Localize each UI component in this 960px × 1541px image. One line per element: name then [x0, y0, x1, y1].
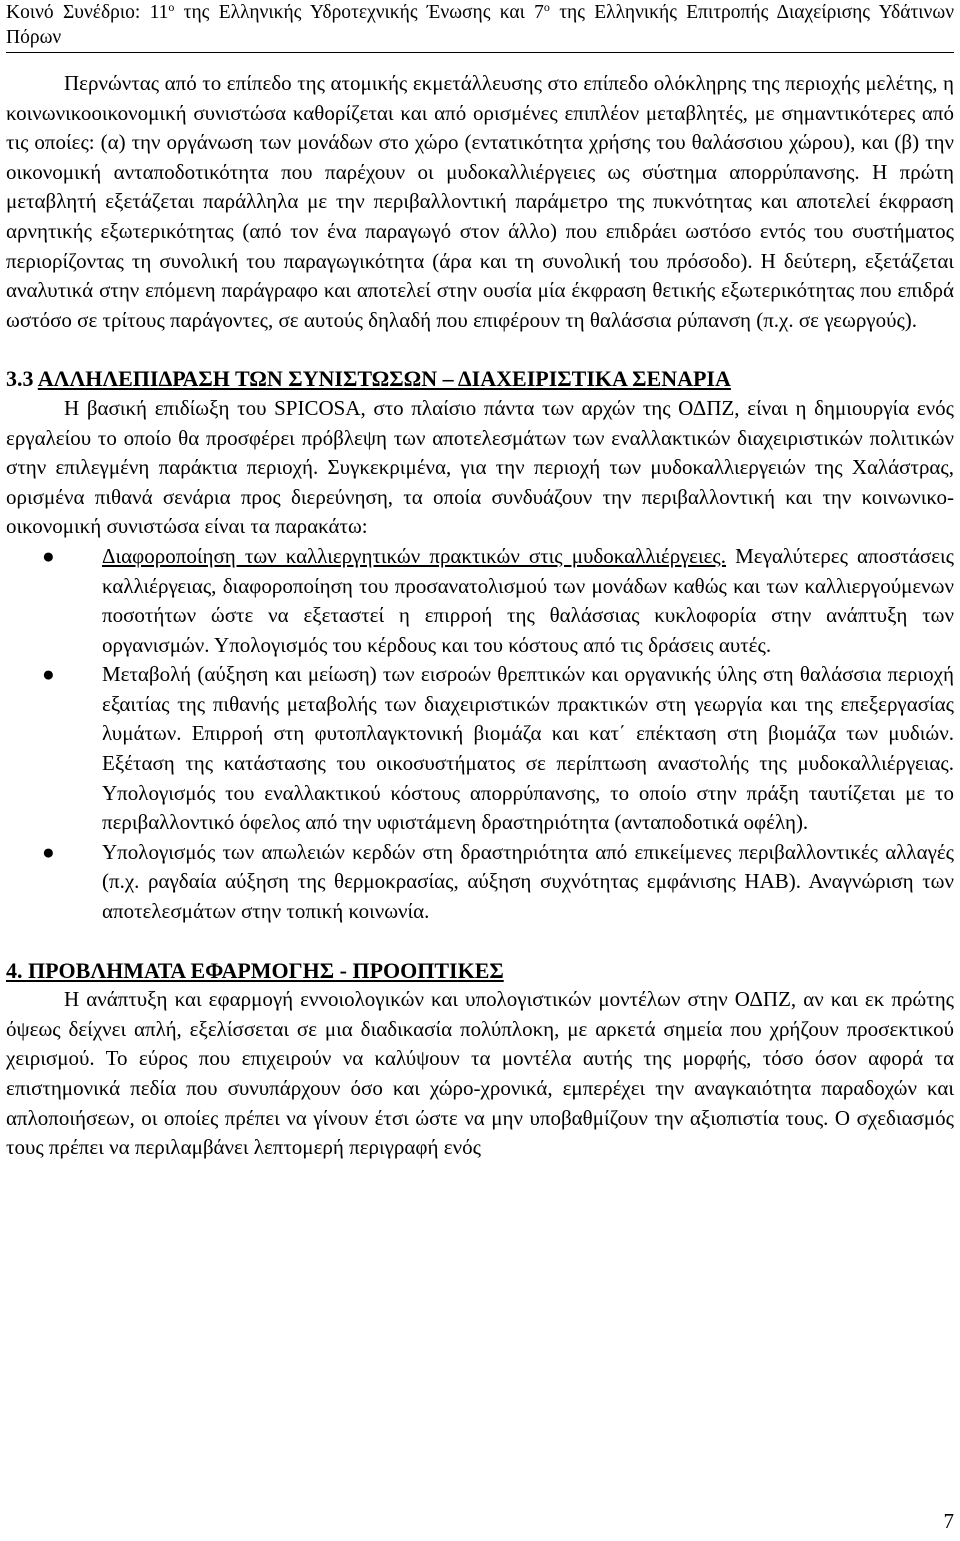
list-item: [6, 542, 954, 660]
bullet-icon: ●: [42, 543, 55, 568]
section-3-3-number: 3.3: [6, 366, 38, 392]
intro-paragraph: Περνώντας από το επίπεδο της ατομικής εκμετάλλευσης στο επίπεδο ολόκληρης της περιοχής μελέτης, η κοινωνικοοικονομική συνιστώσα καθορίζεται και από ορισμένες επιπλέον μεταβλητές, με σημαντικότερες από τις οποίες: (α) την οργάνωση των μονάδων στο χώρο (εντατικότητα χρήσης του θαλάσσιου χώρου), και (β) την οικονομική ανταποδοτικότητα που παρέχουν οι μυδοκαλλιέργειες ως σύστημα απορρύπανσης. Η πρώτη μεταβλητή εξετάζεται παράλληλα με την περιβαλλοντική παράμετρο της πυκνότητας και αποτελεί έκφραση αρνητικής εξωτερικότητας (από τον ένα παραγωγό στον άλλο) που επιδράει ωστόσο εντός του συστήματος περιορίζοντας τη συνολική του παραγωγικότητα (άρα και τη συνολική του πρόσοδο). Η δεύτερη, εξετάζεται αναλυτικά στην επόμενη παράγραφο και αποτελεί στην ουσία μία έκφραση θετικής εξωτερικότητας που επιδρά ωστόσο σε τρίτους παράγοντες, σε αυτούς δηλαδή που επιφέρουν τη θαλάσσια ρύπανση (π.χ. σε γεωργούς).: [6, 71, 954, 332]
bullet-icon: ●: [42, 839, 55, 864]
page-number: 7: [943, 1509, 954, 1533]
header-superscript-1: ο: [168, 0, 175, 14]
section-3-3-title: ΑΛΛΗΛΕΠΙΔΡΑΣΗ ΤΩΝ ΣΥΝΙΣΤΩΣΩΝ – ΔΙΑΧΕΙΡΙΣΤΙΚΑ ΣΕΝΑΡΙΑ: [37, 366, 731, 392]
section-4-title: 4. ΠΡΟΒΛΗΜΑΤΑ ΕΦΑΡΜΟΓΗΣ - ΠΡΟΟΠΤΙΚΕΣ: [6, 957, 504, 983]
section-4-heading: [6, 956, 954, 986]
list-item-text: Μεγαλύτερες αποστάσεις καλλιέργειας, διαφοροποίηση του προσανατολισμού των μονάδων καθώς και των καλλιεργούμενων ποσοτήτων ώστε να εξεταστεί η επιρροή της θαλάσσιας κυκλοφορία στην ανάπτυξη των οργανισμών. Υπολογισμός του κέρδους και του κόστους από τις δράσεις αυτές.: [102, 543, 954, 657]
section-4-paragraph: Η ανάπτυξη και εφαρμογή εννοιολογικών και υπολογιστικών μοντέλων στην ΟΔΠΖ, αν και εκ πρώτης όψεως δείχνει απλή, εξελίσσεται σε μια διαδικασία πολύπλοκη, με αρκετά σημεία που χρήζουν προσεκτικού χειρισμού. Το εύρος που επιχειρούν να καλύψουν τα μοντέλα αυτής της μορφής, τόσο όσον αφορά τα επιστημονικά πεδία που συνυπάρχουν όσο και χώρο-χρονικά, εμπερέχει την αναγκαιότητα παραδοχών και απλοποιήσεων, οι οποίες πρέπει να γίνουν έτσι ώστε να μην υποβαθμίζουν την αξιοπιστία τους. Ο σχεδιασμός τους πρέπει να περιλαμβάνει λεπτομερή περιγραφή ενός: [6, 987, 954, 1160]
list-item-text: Υπολογισμός των απωλειών κερδών στη δραστηριότητα από επικείμενες περιβαλλοντικές αλλαγές (π.χ. ραγδαία αύξηση της θερμοκρασίας, αύξηση συχνότητας εμφάνισης HAB). Αναγνώριση των αποτελεσμάτων στην τοπική κοινωνία.: [102, 839, 954, 924]
scenario-list: [6, 542, 954, 927]
section-3-3-paragraph: Η βασική επιδίωξη του SPICOSA, στο πλαίσιο πάντα των αρχών της ΟΔΠΖ, είναι η δημιουργία ενός εργαλείου το οποίο θα προσφέρει πρόβλεψη των αποτελεσμάτων των εναλλακτικών διαχειριστικών πολιτικών στην επιλεγμένη παράκτια περιοχή. Συγκεκριμένα, για την περιοχή των μυδοκαλλιεργειών της Χαλάστρας, ορισμένα πιθανά σενάρια προς διερεύνηση, τα οποία συνδυάζουν την περιβαλλοντική και την κοινωνικο-οικονομική συνιστώσα είναι τα παρακάτω:: [6, 395, 954, 539]
header-text-3: της Ελληνικής Επιτροπής Διαχείρισης Υδάτινων Πόρων: [6, 2, 955, 48]
header-superscript-2: ο: [543, 0, 550, 14]
list-item-lead: Διαφοροποίηση των καλλιεργητικών πρακτικών στις μυδοκαλλιέργειες.: [102, 543, 726, 568]
header-text-1: Κοινό Συνέδριο: 11: [6, 2, 169, 23]
running-header: [6, 0, 954, 53]
list-item: [6, 660, 954, 838]
bullet-icon: ●: [42, 662, 55, 687]
list-item: [6, 838, 954, 927]
list-item-text: Μεταβολή (αύξηση και μείωση) των εισροών θρεπτικών και οργανικής ύλης στη θαλάσσια περιοχή εξαιτίας της πιθανής μεταβολής των διαχειριστικών πρακτικών στη γεωργία και της επεξεργασίας λυμάτων. Επιρροή στη φυτοπλαγκτονική βιομάζα και κατ΄ επέκταση στη βιομάζα των μυδιών. Εξέταση της κατάστασης του οικοσυστήματος σε περίπτωση αναστολής της μυδοκαλλιέργειας. Υπολογισμός του εναλλακτικού κόστους απορρύπανσης, το οποίο στην πράξη ταυτίζεται με το περιβαλλοντικό όφελος από την υφιστάμενη δραστηριότητα (ανταποδοτικά οφέλη).: [102, 662, 954, 835]
section-3-3-heading: [6, 364, 954, 394]
header-text-2: της Ελληνικής Υδροτεχνικής Ένωσης και 7: [174, 2, 544, 23]
body-text: [6, 69, 954, 1163]
